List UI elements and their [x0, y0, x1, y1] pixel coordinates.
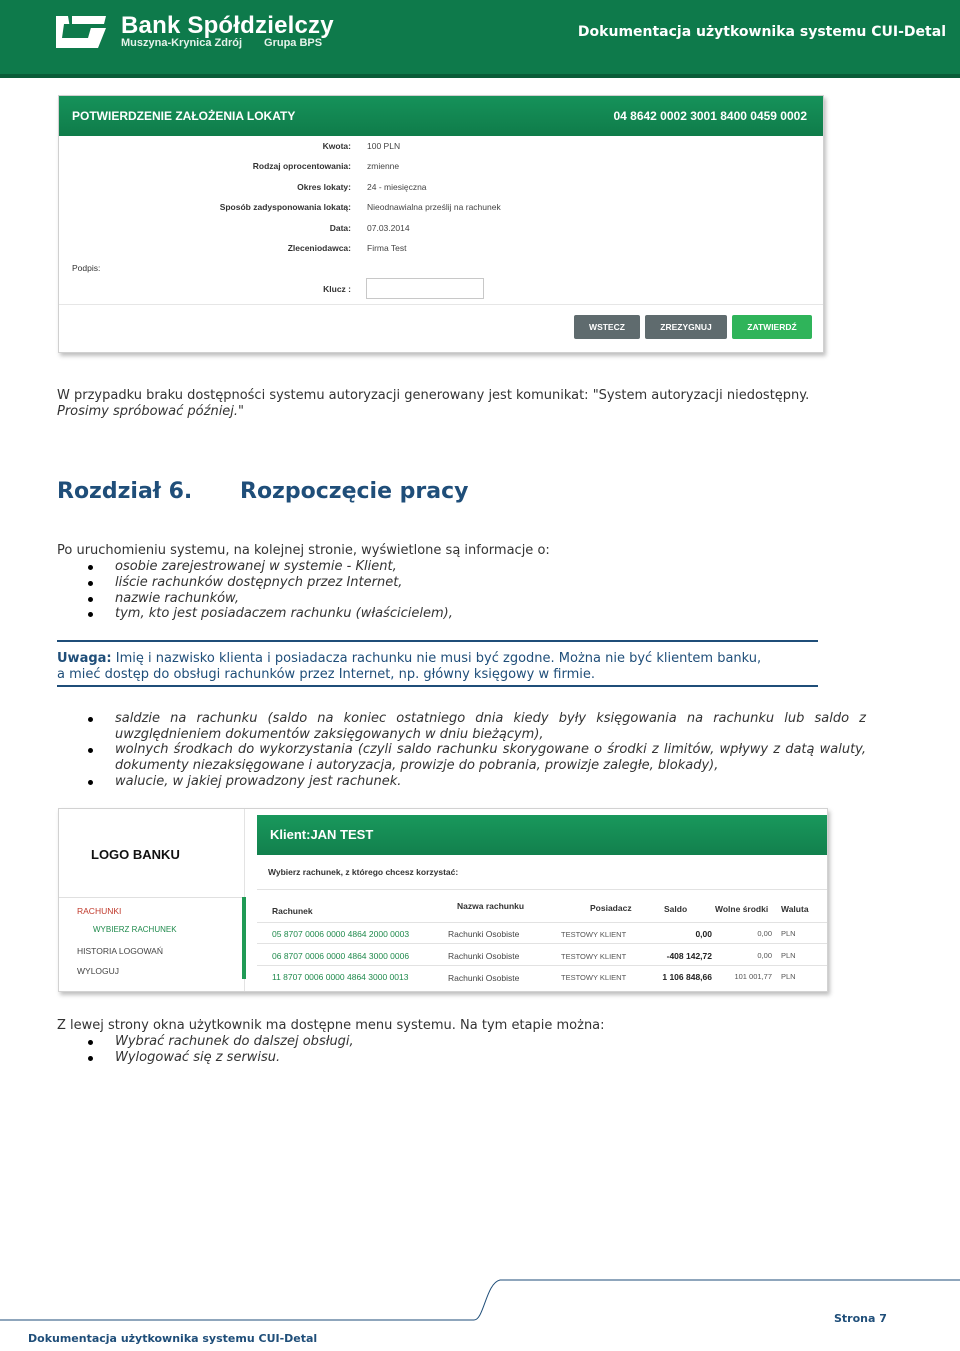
divider	[257, 943, 827, 944]
account-list-screenshot	[58, 808, 828, 992]
table-cell-owner: TESTOWY KLIENT	[561, 930, 627, 939]
table-cell-account[interactable]: 06 8707 0006 0000 4864 3000 0006	[272, 951, 410, 961]
table-cell-balance: -408 142,72	[666, 951, 712, 961]
cancel-button[interactable]: ZREZYGNUJ	[645, 315, 727, 339]
list-item: saldzie na rachunku (saldo na koniec ostatniego dnia kiedy były księgowania na rachunku lub saldo z uwzględnieniem dokumentów zaksięgowanych w dniu bieżącym),	[115, 711, 866, 743]
sidebar-active-indicator	[242, 897, 246, 979]
key-label: Klucz :	[323, 284, 351, 294]
confirmation-account-number: 04 8642 0002 3001 8400 0459 0002	[613, 109, 807, 123]
table-cell-available: 0,00	[757, 951, 772, 960]
field-label: Zleceniodawca:	[287, 243, 351, 253]
bullet-icon	[88, 581, 93, 586]
field-row	[59, 240, 823, 256]
page-number: Strona 7	[834, 1312, 887, 1325]
column-header: Nazwa rachunku	[457, 901, 525, 911]
field-label: Sposób zadysponowania lokatą:	[219, 202, 351, 212]
field-row	[59, 199, 823, 215]
bullet-icon	[88, 748, 93, 753]
field-row	[59, 138, 823, 154]
bank-logo-icon	[52, 12, 110, 50]
list-item: nazwie rachunków,	[115, 591, 239, 606]
field-label: Kwota:	[322, 141, 351, 151]
confirmation-title: POTWIERDZENIE ZAŁOŻENIA LOKATY	[72, 109, 296, 123]
field-value: Firma Test	[367, 243, 407, 253]
note-line1	[57, 651, 761, 666]
table-cell-currency: PLN	[781, 929, 796, 938]
note-bottom-rule	[57, 685, 818, 687]
select-account-prompt: Wybierz rachunek, z którego chcesz korzystać:	[268, 867, 459, 877]
table-cell-currency: PLN	[781, 951, 796, 960]
table-cell-balance: 1 106 848,66	[662, 972, 712, 982]
sidebar-divider	[59, 897, 245, 898]
divider	[257, 965, 827, 966]
column-header: Saldo	[664, 904, 688, 914]
unavailable-message-line2: Prosimy spróbować później."	[57, 404, 245, 419]
bank-logo-placeholder: LOGO BANKU	[91, 847, 180, 862]
signature-label: Podpis:	[72, 263, 101, 273]
list-item: Wylogować się z serwisu.	[115, 1050, 280, 1065]
table-cell-available: 0,00	[757, 929, 772, 938]
footer-curve	[0, 1275, 960, 1331]
column-header: Posiadacz	[590, 903, 632, 913]
table-cell-balance: 0,00	[695, 929, 712, 939]
note-top-rule	[57, 640, 818, 642]
confirm-button[interactable]: ZATWIERDŹ	[732, 315, 812, 339]
bullet-icon	[88, 1040, 93, 1045]
deposit-confirmation-screenshot	[58, 95, 824, 353]
footer-doc-title: Dokumentacja użytkownika systemu CUI-Detal	[28, 1332, 318, 1345]
sidebar-item-login-history[interactable]: HISTORIA LOGOWAŃ	[77, 946, 163, 956]
chapter-title: Rozpoczęcie pracy	[240, 479, 469, 504]
column-header: Rachunek	[272, 906, 313, 916]
table-cell-owner: TESTOWY KLIENT	[561, 952, 627, 961]
bullet-icon	[88, 612, 93, 617]
bank-group: Grupa BPS	[264, 37, 323, 49]
column-header: Waluta	[781, 904, 809, 914]
header-stripe	[0, 74, 960, 78]
list-item: liście rachunków dostępnych przez Internet,	[115, 575, 402, 590]
back-button[interactable]: WSTECZ	[574, 315, 640, 339]
sidebar-item-select-account[interactable]: WYBIERZ RACHUNEK	[93, 925, 177, 934]
list-item: Wybrać rachunek do dalszej obsługi,	[115, 1034, 354, 1049]
field-value: zmienne	[367, 161, 400, 171]
field-label: Okres lokaty:	[297, 182, 351, 192]
table-cell-available: 101 001,77	[734, 972, 772, 981]
table-cell-name: Rachunki Osobiste	[448, 951, 520, 961]
table-cell-name: Rachunki Osobiste	[448, 973, 520, 983]
list-item: osobie zarejestrowanej w systemie - Klient,	[115, 559, 397, 574]
note-label: Uwaga:	[57, 651, 112, 666]
field-value: Nieodnawialna prześlij na rachunek	[367, 202, 501, 212]
page-header	[0, 0, 960, 74]
divider	[257, 889, 827, 890]
header-doc-title: Dokumentacja użytkownika systemu CUI-Detal	[577, 24, 946, 40]
bullet-icon	[88, 1056, 93, 1061]
table-cell-account[interactable]: 11 8707 0006 0000 4864 3000 0013	[272, 972, 409, 982]
field-label: Data:	[329, 223, 351, 233]
field-value: 24 - miesięczna	[367, 182, 427, 192]
divider	[257, 922, 827, 923]
bullet-icon	[88, 565, 93, 570]
list-item: wolnych środkach do wykorzystania (czyli saldo rachunku skorygowane o środki z limitów, wpływy z datą waluty, dokumenty niezaksięgowane i autoryzacja, prowizje do pobrania, prowizje zaległe, blokady),	[115, 742, 866, 774]
sidebar	[59, 809, 245, 991]
note-line2: a mieć dostęp do obsługi rachunków przez Internet, np. główny księgowy w firmie.	[57, 667, 595, 682]
client-header	[257, 815, 827, 855]
list-item: tym, kto jest posiadaczem rachunku (właścicielem),	[115, 606, 453, 621]
column-header: Wolne środki	[715, 904, 769, 914]
bullet-icon	[88, 780, 93, 785]
confirmation-header	[59, 96, 823, 136]
bullet-icon	[88, 717, 93, 722]
key-input[interactable]	[366, 278, 484, 299]
menu-intro-text: Z lewej strony okna użytkownik ma dostępne menu systemu. Na tym etapie można:	[57, 1018, 605, 1033]
field-row	[59, 179, 823, 195]
bank-name: Bank Spółdzielczy	[121, 12, 334, 39]
table-cell-owner: TESTOWY KLIENT	[561, 973, 627, 982]
bank-subtitle	[121, 37, 344, 49]
bank-location: Muszyna-Krynica Zdrój	[121, 37, 243, 49]
sidebar-item-accounts[interactable]: RACHUNKI	[77, 906, 122, 916]
field-label: Rodzaj oprocentowania:	[252, 161, 351, 171]
table-cell-currency: PLN	[781, 972, 796, 981]
field-row	[59, 220, 823, 236]
field-value: 07.03.2014	[367, 223, 410, 233]
note-text: Imię i nazwisko klienta i posiadacza rachunku nie musi być zgodne. Można nie być klientem banku,	[111, 651, 762, 666]
sidebar-item-logout[interactable]: WYLOGUJ	[77, 966, 120, 976]
divider	[59, 304, 823, 305]
field-row	[59, 158, 823, 174]
chapter-number: Rozdział 6.	[57, 479, 193, 504]
intro-text: Po uruchomieniu systemu, na kolejnej stronie, wyświetlone są informacje o:	[57, 543, 550, 558]
client-title: Klient:JAN TEST	[270, 827, 374, 842]
field-value: 100 PLN	[367, 141, 401, 151]
unavailable-message-line1: W przypadku braku dostępności systemu autoryzacji generowany jest komunikat: "System autoryzacji niedostępny.	[57, 388, 810, 403]
list-item: walucie, w jakiej prowadzony jest rachunek.	[115, 774, 401, 789]
bullet-icon	[88, 597, 93, 602]
table-cell-name: Rachunki Osobiste	[448, 929, 520, 939]
table-cell-account[interactable]: 05 8707 0006 0000 4864 2000 0003	[272, 929, 410, 939]
